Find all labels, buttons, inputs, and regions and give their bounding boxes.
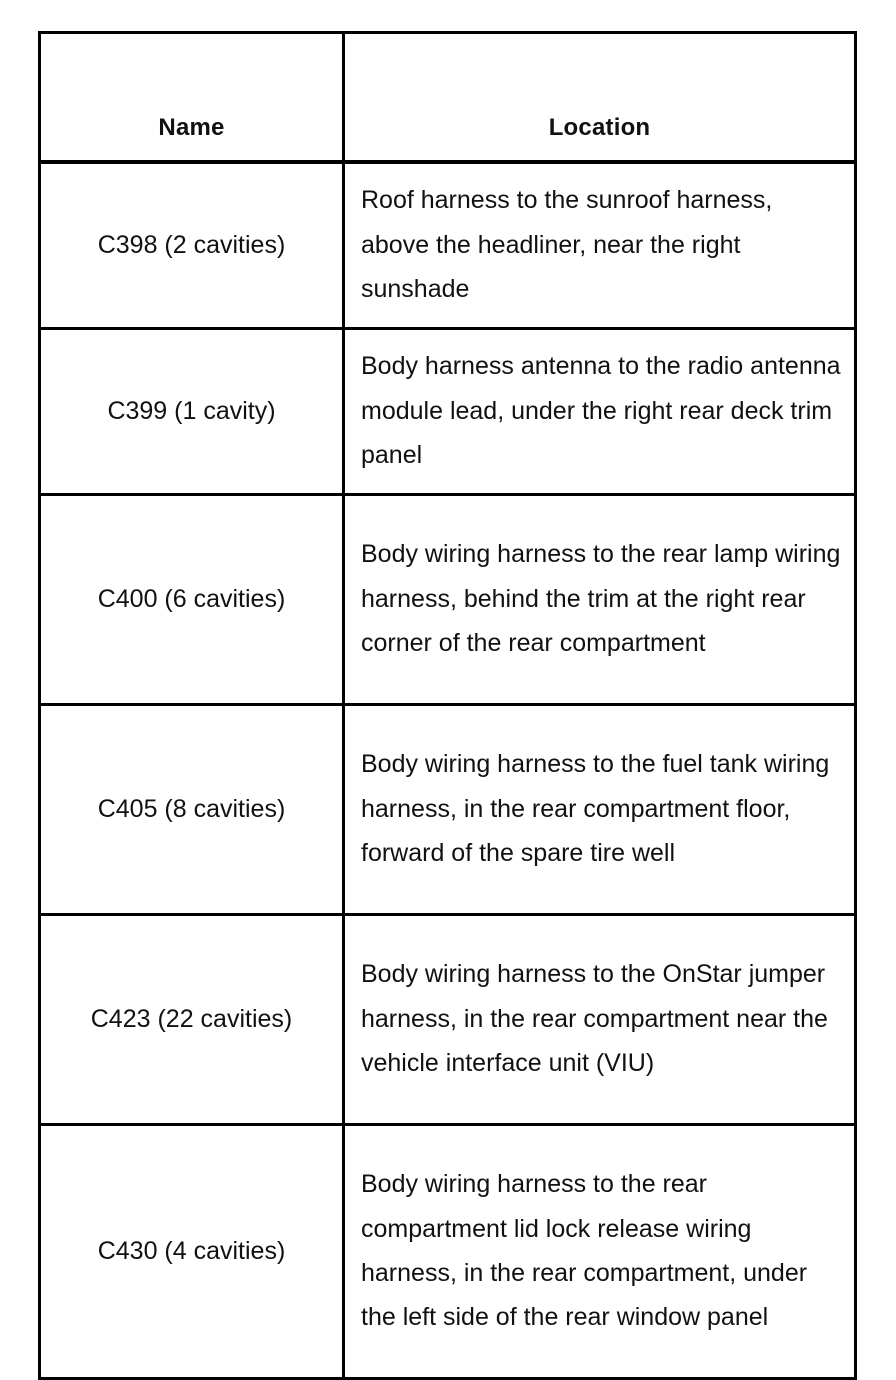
connector-name-cell: C430 (4 cavities) [40, 1125, 344, 1379]
connector-name-cell: C399 (1 cavity) [40, 329, 344, 495]
connector-location-cell: Body wiring harness to the fuel tank wiring harness, in the rear compartment floor, forward of the spare tire well [344, 705, 856, 915]
table-body [40, 162, 856, 1379]
connector-location-cell: Body wiring harness to the OnStar jumper harness, in the rear compartment near the vehicle interface unit (VIU) [344, 915, 856, 1125]
table-row [40, 915, 856, 1125]
connector-name-cell: C400 (6 cavities) [40, 495, 344, 705]
header-row [40, 33, 856, 163]
table-row [40, 1125, 856, 1379]
connector-location-cell: Body harness antenna to the radio antenna module lead, under the right rear deck trim panel [344, 329, 856, 495]
connector-name-cell: C423 (22 cavities) [40, 915, 344, 1125]
table-row [40, 162, 856, 329]
table-header [40, 33, 856, 163]
connector-location-cell: Roof harness to the sunroof harness, above the headliner, near the right sunshade [344, 162, 856, 329]
connector-location-table [38, 31, 857, 1380]
connector-location-cell: Body wiring harness to the rear lamp wiring harness, behind the trim at the right rear corner of the rear compartment [344, 495, 856, 705]
connector-table-container [38, 31, 854, 1380]
connector-location-cell: Body wiring harness to the rear compartment lid lock release wiring harness, in the rear compartment, under the left side of the rear window panel [344, 1125, 856, 1379]
connector-name-cell: C405 (8 cavities) [40, 705, 344, 915]
column-header-name: Name [40, 33, 344, 163]
connector-name-cell: C398 (2 cavities) [40, 162, 344, 329]
table-row [40, 329, 856, 495]
table-row [40, 495, 856, 705]
column-header-location: Location [344, 33, 856, 163]
table-row [40, 705, 856, 915]
